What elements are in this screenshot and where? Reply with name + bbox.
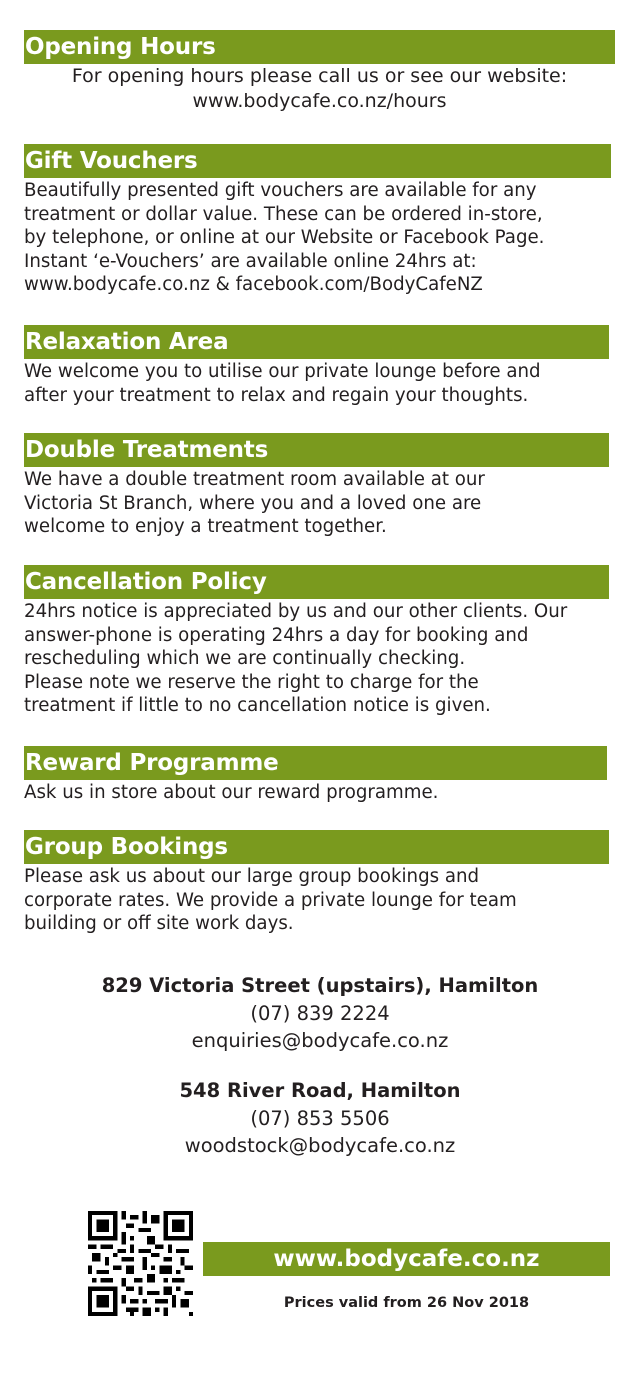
location-phone: (07) 839 2224 (250, 1002, 390, 1025)
location-victoria-street (0, 972, 635, 1054)
section-heading: Opening Hours (24, 30, 615, 64)
location-email: woodstock@bodycafe.co.nz (184, 1134, 456, 1157)
location-river-road (0, 1077, 635, 1159)
section-heading: Relaxation Area (24, 325, 609, 359)
section-body: Please ask us about our large group bookings and corporate rates. We provide a private lounge for team building or off site work days. (24, 866, 517, 934)
section-heading: Reward Programme (24, 746, 607, 780)
prices-valid-note: Prices valid from 26 Nov 2018 (283, 1295, 530, 1311)
section-body: 24hrs notice is appreciated by us and our other clients. Our answer-phone is operating 24hrs a day for booking and rescheduling which we are continually checking. Please note we reserve the right to charge for the treatment if little to no cancellation notice is given. (24, 601, 568, 716)
location-address: 548 River Road, Hamilton (179, 1079, 461, 1102)
section-double-treatments (24, 433, 609, 539)
qr-code-icon (88, 1211, 193, 1316)
section-body: Beautifully presented gift vouchers are available for any treatment or dollar value. These can be ordered in-store, by telephone, or online at our Website or Facebook Page. Instant ‘e-Vouchers’ are available online 24hrs at: www.bodycafe.co.nz & facebook.com/BodyCafeNZ (24, 180, 545, 295)
website-banner[interactable]: www.bodycafe.co.nz (203, 1242, 610, 1276)
section-body: Ask us in store about our reward programme. (24, 782, 439, 803)
section-heading: Double Treatments (24, 433, 609, 467)
section-body: For opening hours please call us or see our website: www.bodycafe.co.nz/hours (71, 65, 568, 112)
section-body: We welcome you to utilise our private lounge before and after your treatment to relax and regain your thoughts. (24, 361, 541, 406)
location-address: 829 Victoria Street (upstairs), Hamilton (101, 974, 539, 997)
section-gift-vouchers (24, 144, 611, 297)
section-heading: Gift Vouchers (24, 144, 611, 178)
section-cancellation-policy (24, 565, 609, 718)
section-relaxation-area (24, 325, 609, 407)
section-heading: Group Bookings (24, 830, 609, 864)
section-reward-programme (24, 746, 607, 805)
location-email: enquiries@bodycafe.co.nz (191, 1029, 449, 1052)
section-body: We have a double treatment room available at our Victoria St Branch, where you and a loved one are welcome to enjoy a treatment together. (24, 469, 485, 537)
section-group-bookings (24, 830, 609, 936)
location-phone: (07) 853 5506 (250, 1107, 390, 1130)
section-opening-hours (24, 30, 615, 114)
section-heading: Cancellation Policy (24, 565, 609, 599)
